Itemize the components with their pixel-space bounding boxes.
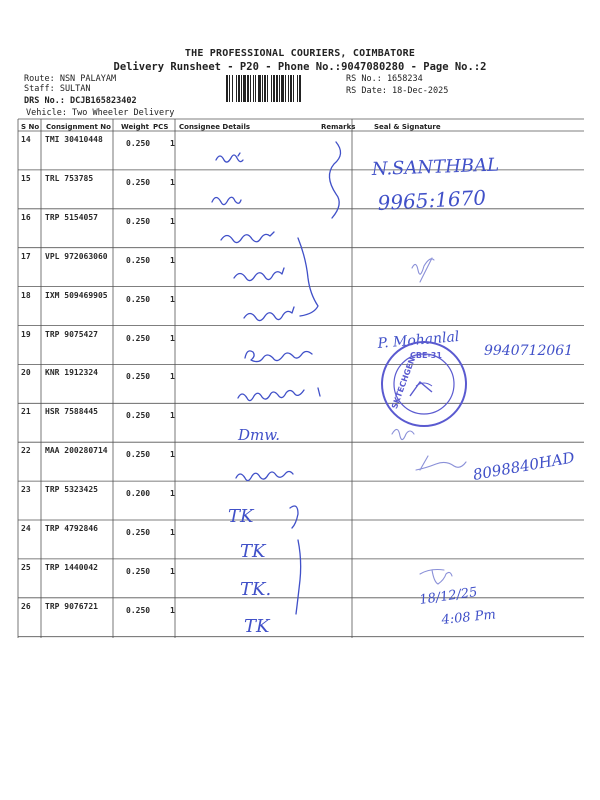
hand-tk-3: TK. [240, 579, 272, 600]
row-weight: 0.250 [126, 566, 151, 576]
row-consignment-no: TRP 1440042 [45, 562, 98, 572]
row-sno: 22 [21, 446, 31, 456]
row-weight: 0.250 [126, 139, 151, 148]
row-pcs: 1 [170, 450, 175, 460]
row-pcs: 1 [170, 294, 175, 304]
row-weight: 0.250 [126, 177, 151, 187]
row-pcs: 1 [170, 489, 175, 499]
row-pcs: 1 [170, 372, 175, 382]
row-sno: 17 [21, 251, 31, 261]
route-label: Route: NSN PALAYAM [24, 74, 117, 84]
scribble-consignee-18 [244, 307, 294, 321]
row-sno: 26 [21, 601, 31, 611]
row-consignment-no: TRP 9076721 [45, 601, 98, 611]
row-weight: 0.250 [126, 411, 151, 421]
row-sno: 25 [21, 562, 31, 572]
hand-name-1: N.SANTHBAL [371, 154, 500, 180]
stamp-ring-text: SKTECHGEN [390, 356, 417, 411]
row-consignment-no: TRP 9075427 [45, 329, 98, 339]
row-consignment-no: VPL 972063060 [45, 251, 108, 261]
scribble-consignee-15 [212, 197, 241, 204]
row-pcs: 1 [170, 411, 175, 421]
row-pcs: 1 [170, 333, 175, 343]
signature-22 [416, 456, 466, 470]
row-consignment-no: TRP 4792846 [45, 524, 98, 533]
vehicle-label: Vehicle: Two Wheeler Delivery [26, 108, 175, 118]
hand-tk-1: TK [228, 506, 254, 527]
row-consignment-no: TRP 5154057 [45, 212, 98, 222]
row-sno: 15 [21, 173, 31, 183]
row-sno: 18 [21, 290, 31, 300]
col-header-signature: Seal & Signature [374, 123, 441, 131]
col-header-pcs: PCS [153, 123, 169, 131]
hand-name-2: P. Mohanlal [376, 328, 460, 352]
bracket-right-2 [298, 238, 318, 316]
scribble-consignee-14 [216, 153, 243, 162]
row-weight: 0.200 [126, 489, 151, 499]
row-weight: 0.250 [126, 294, 151, 304]
stamp-top-text: CBE-31 [410, 351, 442, 360]
scribble-consignee-19 [245, 351, 312, 362]
row-pcs: 1 [170, 528, 175, 537]
row-pcs: 1 [170, 255, 175, 265]
scribble-consignee-22 [236, 472, 293, 481]
rs-date: RS Date: 18-Dec-2025 [346, 86, 449, 96]
hand-time: 4:08 Pm [440, 607, 497, 628]
signature-21 [392, 429, 414, 439]
row-weight: 0.250 [126, 605, 151, 615]
row-pcs: 1 [170, 216, 175, 226]
scribble-consignee-16 [221, 232, 274, 243]
row-pcs: 1 [170, 177, 175, 187]
row-weight: 0.250 [126, 528, 151, 537]
row-pcs: 1 [170, 605, 175, 615]
row-weight: 0.250 [126, 333, 151, 343]
signature-faint-17 [412, 258, 434, 282]
row-consignment-no: IXM 509469905 [45, 290, 108, 300]
row-consignment-no: HSR 7588445 [45, 407, 98, 417]
row-weight: 0.250 [126, 255, 151, 265]
row-sno: 24 [21, 524, 31, 533]
company-title: THE PROFESSIONAL COURIERS, COIMBATORE [184, 48, 416, 59]
col-header-sno: S No [21, 123, 40, 131]
col-header-consignment: Consignment No [46, 123, 111, 131]
row-pcs: 1 [170, 566, 175, 576]
bracket-right-1 [329, 142, 340, 218]
row-sno: 21 [21, 407, 31, 417]
row-consignment-no: TRL 753785 [45, 173, 94, 183]
row-weight: 0.250 [126, 450, 151, 460]
row-sno: 20 [21, 368, 31, 378]
hand-phone-1: 9965:1670 [377, 185, 487, 215]
row-weight: 0.250 [126, 372, 151, 382]
row-sno: 16 [21, 212, 31, 222]
hand-date: 18/12/25 [418, 584, 479, 608]
row-consignment-no: KNR 1912324 [45, 368, 98, 378]
row-consignment-no: TMI 30410448 [45, 135, 103, 144]
hand-phone-2: 9940712061 [484, 343, 574, 359]
signature-25 [420, 570, 452, 585]
col-header-remarks: Remarks [321, 123, 356, 131]
row-sno: 23 [21, 485, 31, 495]
rs-number: RS No.: 1658234 [346, 74, 423, 84]
hand-tk-4: TK [244, 616, 270, 637]
drs-number: DRS No.: DCJB165823402 [24, 96, 137, 106]
col-header-consignee: Consignee Details [179, 123, 251, 131]
bracket-right-3 [290, 506, 301, 614]
row-weight: 0.250 [126, 216, 151, 226]
staff-label: Staff: SULTAN [24, 84, 91, 94]
row-sno: 14 [21, 135, 31, 144]
hand-phone-3: 8098840HAD [471, 448, 576, 484]
hand-dmw: Dmw. [238, 426, 281, 444]
runsheet-subtitle: Delivery Runsheet - P20 - Phone No.:9047080280 - Page No.:2 [113, 61, 487, 73]
row-sno: 19 [21, 329, 31, 339]
scribble-consignee-20 [238, 388, 320, 401]
scribble-consignee-17 [234, 268, 284, 281]
col-header-weight: Weight [121, 123, 149, 131]
row-pcs: 1 [170, 139, 175, 148]
row-consignment-no: TRP 5323425 [45, 485, 98, 495]
row-consignment-no: MAA 200280714 [45, 446, 108, 456]
hand-tk-2: TK [240, 541, 266, 562]
